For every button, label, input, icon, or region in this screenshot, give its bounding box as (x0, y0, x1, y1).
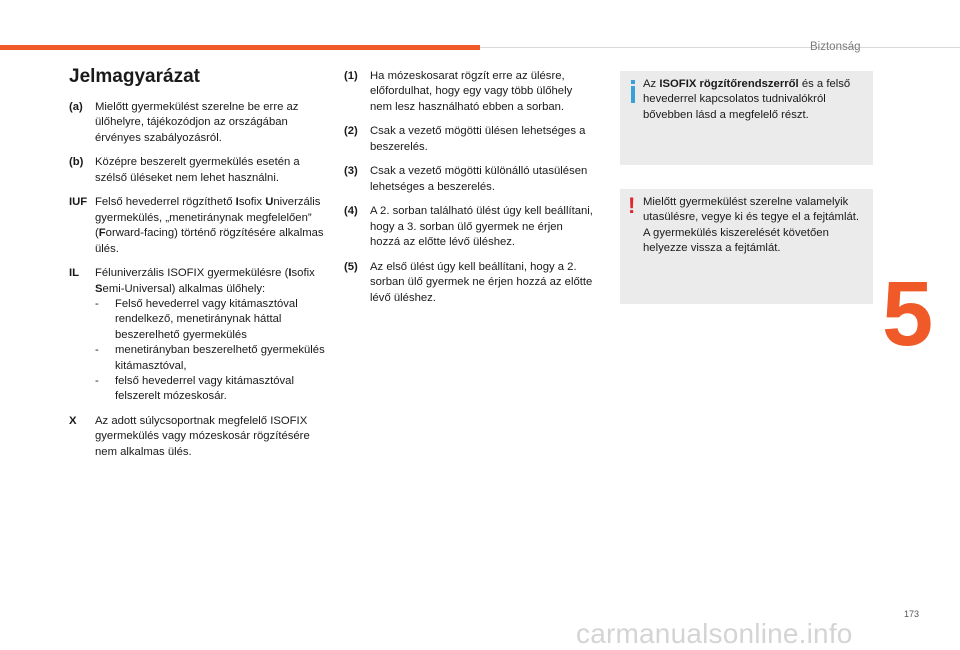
legend-tag: (b) (69, 156, 84, 169)
info-icon (628, 80, 638, 104)
footnote-tag: (5) (344, 260, 358, 273)
warning-note-text: Mielőtt gyermekülést szerelne valamelyik utasülésre, vegye ki és tegye el a fejtámlát. A gyermekülés kiszerelését követően helyezze vissza a fejtámlát. (643, 196, 860, 255)
legend-item (69, 266, 329, 405)
footnote-text: Csak a vezető mögötti különálló utasülésen lehetséges a beszerelés. (370, 165, 588, 193)
legend-item (69, 155, 329, 186)
legend-text: Féluniverzális ISOFIX gyermekülésre (Isofix Semi-Universal) alkalmas ülőhely: - Felső hevederrel vagy kitámasztóval rendelkező, menetiránynak háttal beszerelhető gyermekülés - menetirányban beszerelhető gyermekülés kitámasztóval, - felső hevederrel vagy kitámasztóval felszerelt mózeskosár. (95, 266, 329, 405)
header-rule (480, 47, 960, 48)
legend-text: Felső hevederrel rögzíthető Isofix Univerzális gyermekülés, „menetiránynak megfelelően” (Forward-facing) történő rögzítésére alkalmas ülés. (95, 196, 324, 255)
footnote-item (344, 124, 596, 155)
section-label: Biztonság (810, 41, 861, 53)
footnote-text: Az első ülést úgy kell beállítani, hogy a 2. sorban ülő gyermek ne érjen hozzá az előtte lévő üléshez. (370, 260, 593, 304)
legend-text: Mielőtt gyermekülést szerelne be erre az ülőhelyre, tájékozódjon az országában érvényes szabályozásról. (95, 101, 299, 144)
footnote-tag: (4) (344, 205, 358, 218)
footnote-tag: (1) (344, 70, 358, 82)
legend-tag: IUF (69, 196, 88, 209)
dash-item: - menetirányban beszerelhető gyermekülés kitámasztóval, (95, 344, 325, 372)
legend-tag: (a) (69, 101, 83, 113)
footnote-item (344, 260, 596, 306)
legend-column (69, 100, 329, 469)
header-accent-bar (0, 45, 480, 50)
chapter-number: 5 (882, 263, 934, 365)
footnote-text: A 2. sorban található ülést úgy kell beállítani, hogy a 3. sorban ülő gyermek ne érjen hozzá az előtte lévő üléshez. (370, 205, 593, 249)
legend-item (69, 414, 329, 460)
dash-item: - felső hevederrel vagy kitámasztóval felszerelt mózeskosár. (95, 375, 294, 403)
footnote-item (344, 69, 596, 115)
legend-text: Az adott súlycsoportnak megfelelő ISOFIX gyermekülés vagy mózeskosár rögzítésére nem alkalmas ülés. (95, 415, 310, 458)
dash-item: - Felső hevederrel vagy kitámasztóval rendelkező, menetiránynak háttal beszerelhető gyermekülés (95, 298, 298, 341)
legend-tag: X (69, 415, 77, 428)
warning-note (620, 189, 873, 304)
footnote-item (344, 204, 596, 250)
watermark: carmanualsonline.info (576, 618, 853, 649)
footnote-text: Ha mózeskosarat rögzít erre az ülésre, előfordulhat, hogy egy vagy több ülőhely nem lesz használható ebben a sorban. (370, 70, 573, 113)
warning-icon: ! (628, 193, 636, 218)
footnote-text: Csak a vezető mögötti ülésen lehetséges a beszerelés. (370, 125, 586, 153)
info-note (620, 71, 873, 165)
page-title: Jelmagyarázat (69, 66, 200, 87)
legend-text: Középre beszerelt gyermekülés esetén a szélső üléseket nem lehet használni. (95, 156, 300, 184)
footnote-tag: (3) (344, 165, 358, 178)
legend-tag: IL (69, 267, 80, 280)
footnote-tag: (2) (344, 125, 358, 138)
page-number: 173 (904, 609, 920, 619)
footnote-item (344, 164, 596, 195)
footnote-column (344, 69, 596, 315)
legend-item (69, 100, 329, 146)
info-note-text: Az ISOFIX rögzítőrendszerről és a felső hevederrel kapcsolatos tudnivalókról bővebben lásd a megfelelő részt. (643, 78, 851, 121)
legend-item (69, 195, 329, 257)
